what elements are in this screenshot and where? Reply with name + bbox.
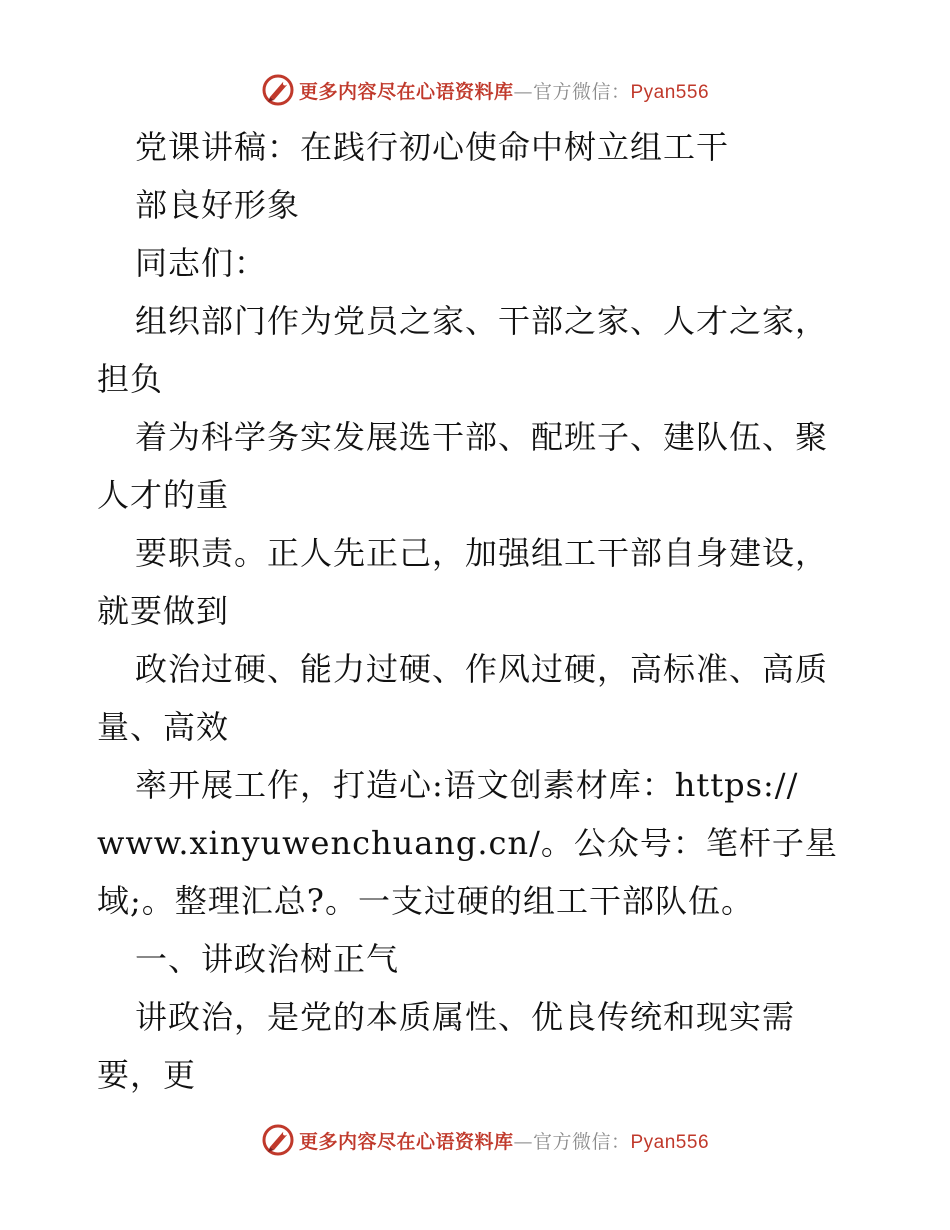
header-banner-inner — [261, 73, 709, 107]
pen-logo-icon — [261, 1123, 295, 1157]
section-heading: 一、讲政治树正气 — [135, 940, 400, 978]
text-line-11: 量、高效 — [97, 708, 230, 746]
footer-banner-label: 官方微信： — [532, 1130, 631, 1153]
footer-banner-inner — [261, 1123, 709, 1157]
text-line-17: 要，更 — [97, 1056, 197, 1094]
text-line-13: www.xinyuwenchuang.cn/。公众号：笔杆子星 — [97, 824, 838, 862]
header-banner-dash: — — [513, 80, 533, 103]
header-banner-text — [299, 77, 709, 104]
footer-banner-id: Pyan556 — [630, 1131, 710, 1153]
text-line-7: 人才的重 — [97, 476, 230, 514]
text-line-8: 要职责。正人先正己，加强组工干部自身建设， — [135, 534, 829, 572]
text-line-12: 率开展工作，打造心:语文创素材库：https:// — [135, 766, 799, 804]
text-line-10: 政治过硬、能力过硬、作风过硬，高标准、高质 — [135, 650, 829, 688]
footer-banner-text — [299, 1127, 709, 1154]
text-line-9: 就要做到 — [97, 592, 230, 630]
text-line-16: 讲政治，是党的本质属性、优良传统和现实需 — [135, 998, 796, 1036]
header-banner-id: Pyan556 — [630, 81, 710, 103]
text-line-5: 担负 — [97, 360, 164, 398]
text-line-6: 着为科学务实发展选干部、配班子、建队伍、聚 — [135, 418, 829, 456]
document-body — [97, 118, 877, 1104]
footer-banner-dash: — — [513, 1130, 533, 1153]
footer-banner — [0, 1120, 950, 1160]
header-banner — [0, 70, 950, 110]
text-line-14: 域;。整理汇总?。一支过硬的组工干部队伍。 — [97, 882, 754, 920]
salutation: 同志们： — [135, 244, 268, 282]
footer-banner-highlight: 更多内容尽在心语资料库 — [298, 1130, 514, 1153]
title-line-1: 党课讲稿：在践行初心使命中树立组工干 — [135, 128, 730, 166]
title-line-2: 部良好形象 — [135, 186, 301, 224]
pen-logo-icon — [261, 73, 295, 107]
header-banner-highlight: 更多内容尽在心语资料库 — [298, 80, 514, 103]
text-line-4: 组织部门作为党员之家、干部之家、人才之家， — [135, 302, 829, 340]
header-banner-label: 官方微信： — [532, 80, 631, 103]
